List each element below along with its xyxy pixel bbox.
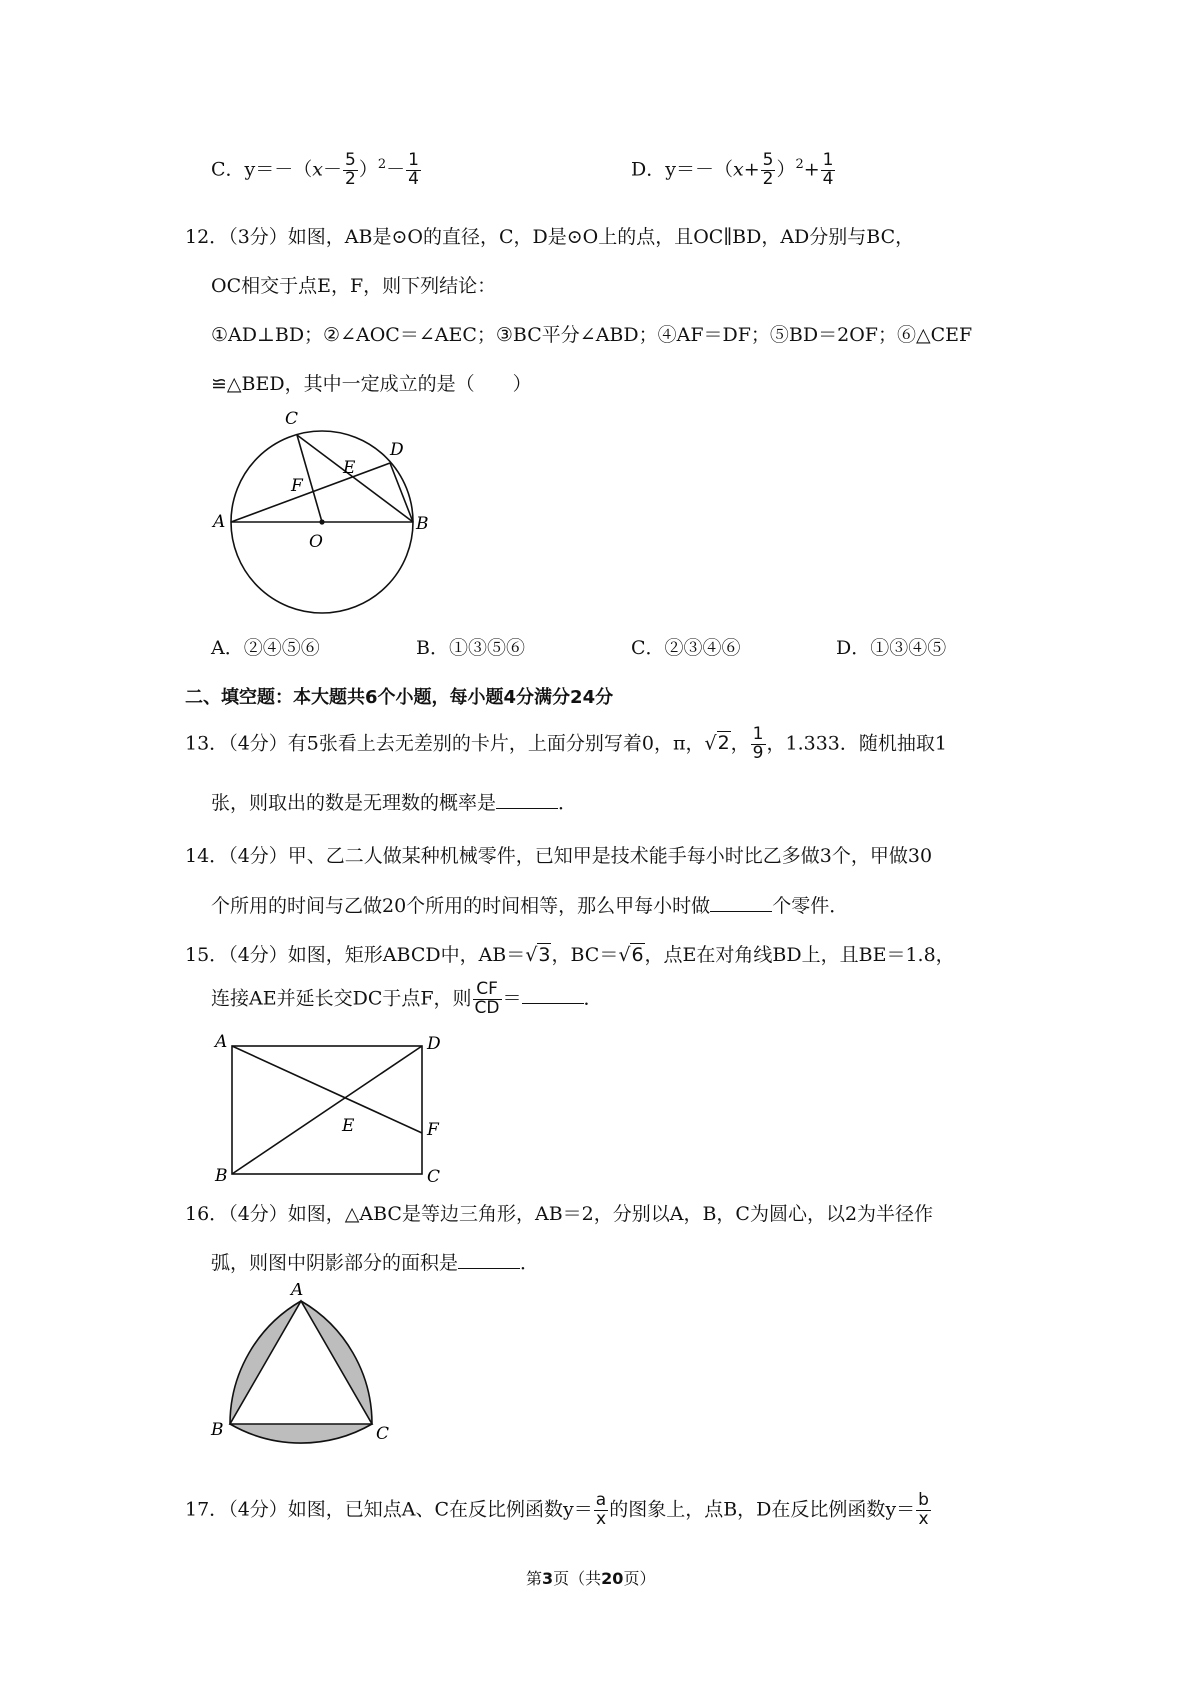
period: ． xyxy=(583,987,603,1010)
period: ． xyxy=(520,1252,540,1274)
sqrt-6: √6 xyxy=(618,944,644,966)
center-point xyxy=(319,519,324,524)
exponent: 2 xyxy=(795,157,804,173)
frac-den: 2 xyxy=(345,168,356,189)
q17-line1 xyxy=(185,1492,932,1529)
label-b: B xyxy=(215,1166,228,1185)
q14-line2 xyxy=(211,891,848,918)
option-prefix: y＝－（ xyxy=(665,158,733,181)
frac-den: 4 xyxy=(408,168,419,189)
var-x: x xyxy=(732,158,744,181)
question-text: 弧，则图中阴影部分的面积是 xyxy=(211,1252,459,1274)
question-text: 甲、乙二人做某种机械零件，已知甲是技术能手每小时比乙多做3个，甲做30 xyxy=(287,845,933,867)
q12-line2: OC相交于点E，F，则下列结论： xyxy=(211,275,497,297)
question-text: 的图象上，点B，D在反比例函数y＝ xyxy=(609,1498,916,1521)
q16-line1 xyxy=(185,1199,933,1226)
option-text: ②③④⑥ xyxy=(664,637,741,659)
option-text: ①③④⑤ xyxy=(870,637,947,659)
label-c: C xyxy=(427,1167,441,1185)
option-label: C． xyxy=(631,637,665,659)
label-c: C xyxy=(285,409,299,429)
q12-option-a xyxy=(211,633,320,660)
equals: ＝ xyxy=(502,987,522,1010)
sqrt-3: √3 xyxy=(525,944,551,966)
question-text: ，BC＝ xyxy=(551,944,619,966)
question-text: ，1.333．随机抽取1 xyxy=(766,732,947,755)
frac-den: 2 xyxy=(762,168,774,189)
page-number: 3 xyxy=(542,1569,554,1588)
answer-blank xyxy=(496,792,558,809)
footer-text: 页（共 xyxy=(553,1569,602,1588)
frac-num: 1 xyxy=(752,724,764,744)
question-text: ，点E在对角线BD上，且BE＝1.8， xyxy=(644,944,955,966)
q16-reuleaux-figure xyxy=(205,1283,420,1473)
option-label: B． xyxy=(416,637,449,659)
fraction-cf-cd xyxy=(473,981,502,1018)
frac-num: 1 xyxy=(408,150,419,170)
q15-rectangle-figure xyxy=(205,1030,455,1185)
frac-den: x xyxy=(595,1508,607,1529)
exponent: 2 xyxy=(377,157,387,173)
frac-num: 1 xyxy=(822,150,834,170)
fraction-b-x xyxy=(916,1492,931,1529)
question-score: （4分） xyxy=(228,1203,288,1225)
answer-blank xyxy=(522,987,584,1004)
question-text: 有5张看上去无差别的卡片，上面分别写着0，π， xyxy=(287,732,705,755)
radicand: 2 xyxy=(717,732,730,755)
fraction-1-4 xyxy=(821,152,836,189)
label-f: F xyxy=(427,1120,439,1140)
plus-sign: + xyxy=(743,158,760,181)
comma: ， xyxy=(730,732,750,755)
label-a: A xyxy=(291,1283,304,1300)
sqrt-2: √2 xyxy=(704,732,730,755)
label-b: B xyxy=(416,514,429,534)
label-d: D xyxy=(427,1034,441,1054)
question-score: （4分） xyxy=(228,845,288,867)
q11-option-d xyxy=(631,152,836,189)
question-text: 张，则取出的数是无理数的概率是 xyxy=(211,792,497,814)
minus-sign: － xyxy=(323,158,343,181)
frac-den: 9 xyxy=(752,742,764,763)
answer-blank xyxy=(458,1252,520,1269)
frac-den: x xyxy=(918,1508,929,1529)
close-paren: ） xyxy=(358,158,378,181)
fraction-a-x xyxy=(594,1492,608,1529)
label-f: F xyxy=(291,476,303,496)
frac-num: 5 xyxy=(762,150,774,170)
question-number: 14． xyxy=(185,845,229,867)
frac-num: a xyxy=(595,1490,607,1510)
option-text: ①③⑤⑥ xyxy=(448,637,525,659)
frac-num: b xyxy=(918,1490,929,1510)
q12-line4: ≌△BED，其中一定成立的是（ ） xyxy=(211,373,532,395)
option-label: C． xyxy=(211,158,245,181)
label-b: B xyxy=(211,1420,224,1440)
question-score: （3分） xyxy=(228,226,288,248)
answer-blank xyxy=(710,895,772,912)
radicand: 3 xyxy=(538,944,551,966)
label-d: D xyxy=(390,440,404,460)
operator: + xyxy=(803,158,820,181)
segment-af xyxy=(232,1046,422,1133)
q15-line1 xyxy=(185,940,955,967)
question-score: （4分） xyxy=(228,732,288,755)
fraction-5-2 xyxy=(761,152,776,189)
q12-option-d xyxy=(836,633,946,660)
footer-text: 页） xyxy=(623,1569,656,1588)
period: ． xyxy=(558,792,578,814)
fraction-1-4 xyxy=(406,152,421,189)
question-text: 如图，△ABC是等边三角形，AB＝2，分别以A，B，C为圆心，以2为半径作 xyxy=(287,1203,934,1225)
question-number: 16． xyxy=(185,1203,229,1225)
q14-line1 xyxy=(185,841,932,868)
section-title: 二、填空题：本大题共6个小题，每小题4分满分24分 xyxy=(185,687,614,708)
question-number: 12． xyxy=(185,226,229,248)
question-text: 如图，已知点A、C在反比例函数y＝ xyxy=(287,1498,593,1521)
option-label: D． xyxy=(631,158,666,181)
question-number: 13． xyxy=(185,732,229,755)
q12-option-b xyxy=(416,633,525,660)
label-a: A xyxy=(215,1032,228,1052)
option-label: D． xyxy=(836,637,871,659)
total-pages: 20 xyxy=(601,1569,624,1588)
fraction-5-2 xyxy=(343,152,358,189)
q13-line1 xyxy=(185,726,947,763)
diagonal-bd xyxy=(232,1046,422,1174)
frac-num: 5 xyxy=(345,150,356,170)
var-x: x xyxy=(312,158,323,181)
label-o: O xyxy=(309,532,323,552)
operator: － xyxy=(386,158,406,181)
segment-ad xyxy=(231,463,390,522)
q15-line2 xyxy=(211,981,603,1018)
question-text: 如图，矩形ABCD中，AB＝ xyxy=(287,944,526,966)
frac-den: 4 xyxy=(822,168,834,189)
fraction-1-9 xyxy=(751,726,766,763)
question-score: （4分） xyxy=(228,944,288,966)
option-prefix: y＝－（ xyxy=(244,158,313,181)
page-footer xyxy=(526,1566,655,1589)
close-paren: ） xyxy=(776,158,796,181)
label-e: E xyxy=(343,458,356,478)
q12-line3: ①AD⊥BD；②∠AOC＝∠AEC；③BC平分∠ABD；④AF＝DF；⑤BD＝2OF；⑥△CEF xyxy=(211,324,973,346)
footer-text: 第 xyxy=(526,1569,543,1588)
frac-num: CF xyxy=(473,981,502,1000)
radicand: 6 xyxy=(631,944,644,966)
label-a: A xyxy=(213,512,226,532)
q12-circle-figure xyxy=(205,405,435,620)
question-text: 个零件． xyxy=(772,895,849,917)
question-text: 如图，AB是⊙O的直径，C，D是⊙O上的点，且OC∥BD，AD分别与BC， xyxy=(287,226,915,248)
q12-line1 xyxy=(185,222,914,249)
question-number: 17． xyxy=(185,1498,229,1521)
question-number: 15． xyxy=(185,944,229,966)
question-score: （4分） xyxy=(228,1498,288,1521)
q13-line2 xyxy=(211,788,577,815)
question-text: 个所用的时间与乙做20个所用的时间相等，那么甲每小时做 xyxy=(211,895,711,917)
frac-den: CD xyxy=(474,997,500,1018)
q11-option-c xyxy=(211,152,422,189)
label-c: C xyxy=(376,1424,390,1444)
q16-line2 xyxy=(211,1248,539,1275)
question-text: 连接AE并延长交DC于点F，则 xyxy=(211,987,472,1010)
label-e: E xyxy=(342,1116,355,1136)
q12-option-c xyxy=(631,633,741,660)
option-text: ②④⑤⑥ xyxy=(243,637,320,659)
option-label: A． xyxy=(211,637,244,659)
